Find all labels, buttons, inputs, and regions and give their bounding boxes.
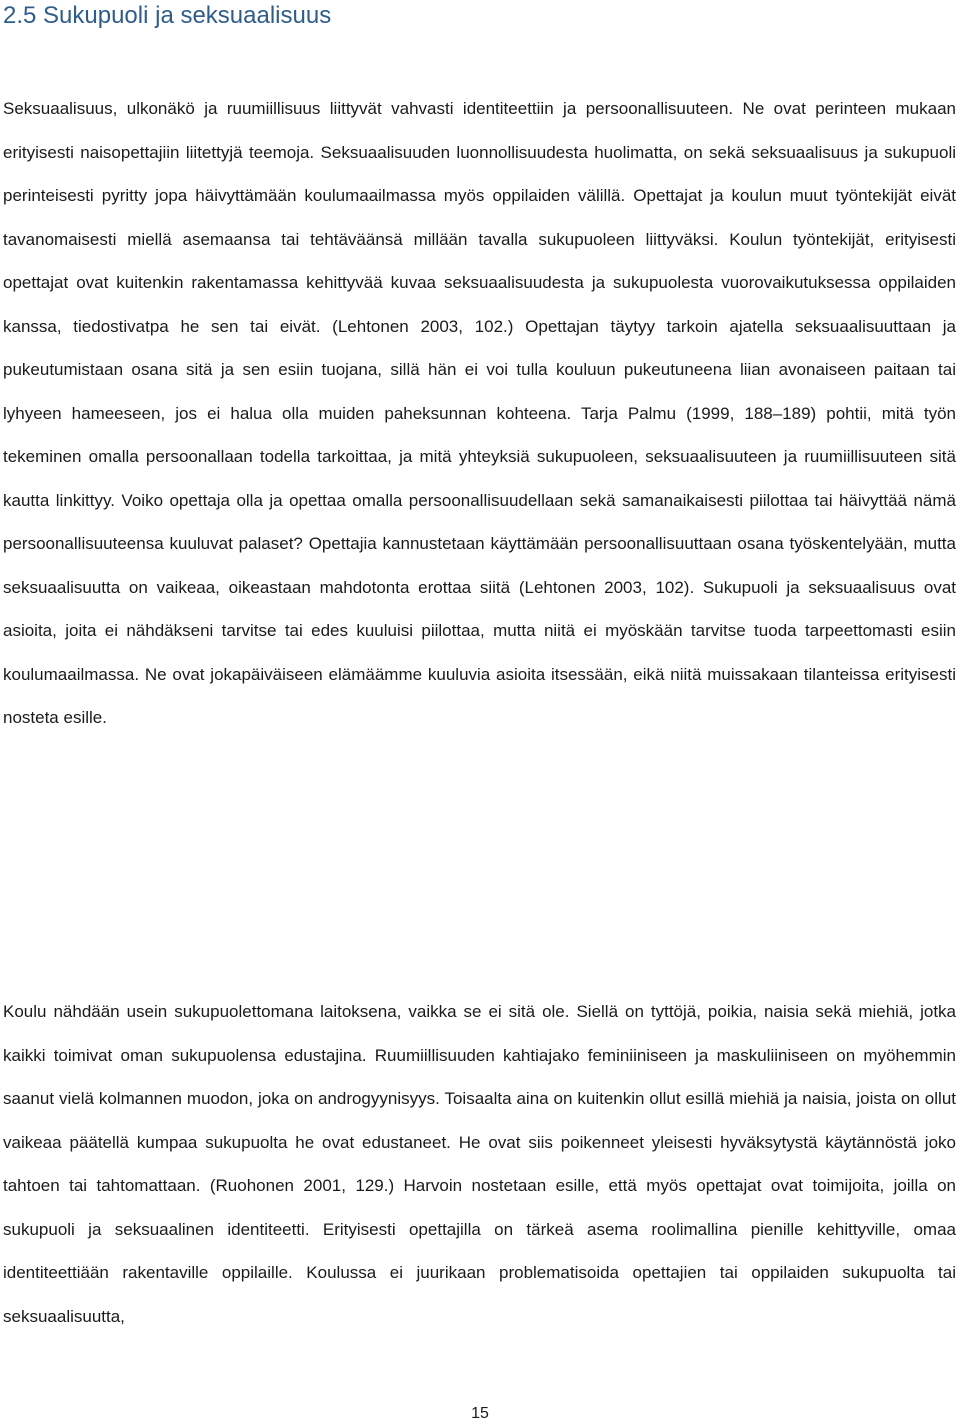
body-paragraph-1: Seksuaalisuus, ulkonäkö ja ruumiillisuus liittyvät vahvasti identiteettiin ja persoonallisuuteen. Ne ovat perinteen mukaan erityisesti naisopettajiin liitettyjä teemoja. Seksuaalisuuden luonnollisuudesta huolimatta, on sekä seksuaalisuus ja sukupuoli perinteisesti pyritty jopa häivyttämään koulumaailmassa myös oppilaiden välillä. Opettajat ja koulun muut työntekijät eivät tavanomaisesti miellä asemaansa tai tehtäväänsä millään tavalla sukupuoleen liittyväksi. Koulun työntekijät, erityisesti opettajat ovat kuitenkin rakentamassa kehittyvää kuvaa seksuaalisuudesta ja sukupuolesta vuorovaikutuksessa oppilaiden kanssa, tiedostivatpa he sen tai eivät. (Lehtonen 2003, 102.) Opettajan täytyy tarkoin ajatella seksuaalisuuttaan ja pukeutumistaan osana sitä ja sen esiin tuojana, sillä hän ei voi tulla kouluun pukeutuneena liian avonaiseen paitaan tai lyhyeen hameeseen, jos ei halua olla muiden paheksunnan kohteena. Tarja Palmu (1999, 188–189) pohtii, mitä työn tekeminen omalla persoonallaan todella tarkoittaa, ja mitä yhteyksiä sukupuoleen, seksuaalisuuteen ja ruumiillisuuteen sitä kautta linkittyy. Voiko opettaja olla ja opettaa omalla persoonallisuudellaan sekä samanaikaisesti piilottaa tai häivyttää nämä persoonallisuuteensa kuuluvat palaset? Opettajia kannustetaan käyttämään persoonallisuuttaan osana työskentelyään, mutta seksuaalisuutta on vaikeaa, oikeastaan mahdotonta erottaa siitä (Lehtonen 2003, 102). Sukupuoli ja seksuaalisuus ovat asioita, joita ei nähdäkseni tarvitse tai edes kuuluisi piilottaa, mutta niitä ei myöskään tarvitse tuoda tarpeettomasti esiin koulumaailmassa. Ne ovat jokapäiväiseen elämäämme kuuluvia asioita itsessään, eikä niitä muissakaan tilanteissa erityisesti nosteta esille. <box>3 99 956 727</box>
page-number: 15 <box>471 1405 489 1422</box>
body-paragraph-2: Koulu nähdään usein sukupuolettomana laitoksena, vaikka se ei sitä ole. Siellä on tyttöjä, poikia, naisia sekä miehiä, jotka kaikki toimivat oman sukupuolensa edustajina. Ruumiillisuuden kahtiajako feminiiniseen ja maskuliiniseen on myöhemmin saanut vielä kolmannen muodon, joka on androgyynisyys. Toisaalta aina on kuitenkin ollut esillä miehiä ja naisia, joista on ollut vaikeaa päätellä kumpaa sukupuolta he ovat edustaneet. He ovat siis poikenneet yleisesti hyväksytystä käytännöstä joko tahtoen tai tahtomattaan. (Ruohonen 2001, 129.) Harvoin nostetaan esille, että myös opettajat ovat toimijoita, joilla on sukupuoli ja seksuaalinen identiteetti. Erityisesti opettajilla on tärkeä asema roolimallina pienille kehittyville, omaa identiteettiään rakentaville oppilaille. Koulussa ei juurikaan problematisoida opettajien tai oppilaiden sukupuolta tai seksuaalisuutta, <box>3 1002 956 1326</box>
section-heading: 2.5 Sukupuoli ja seksuaalisuus <box>3 2 332 29</box>
